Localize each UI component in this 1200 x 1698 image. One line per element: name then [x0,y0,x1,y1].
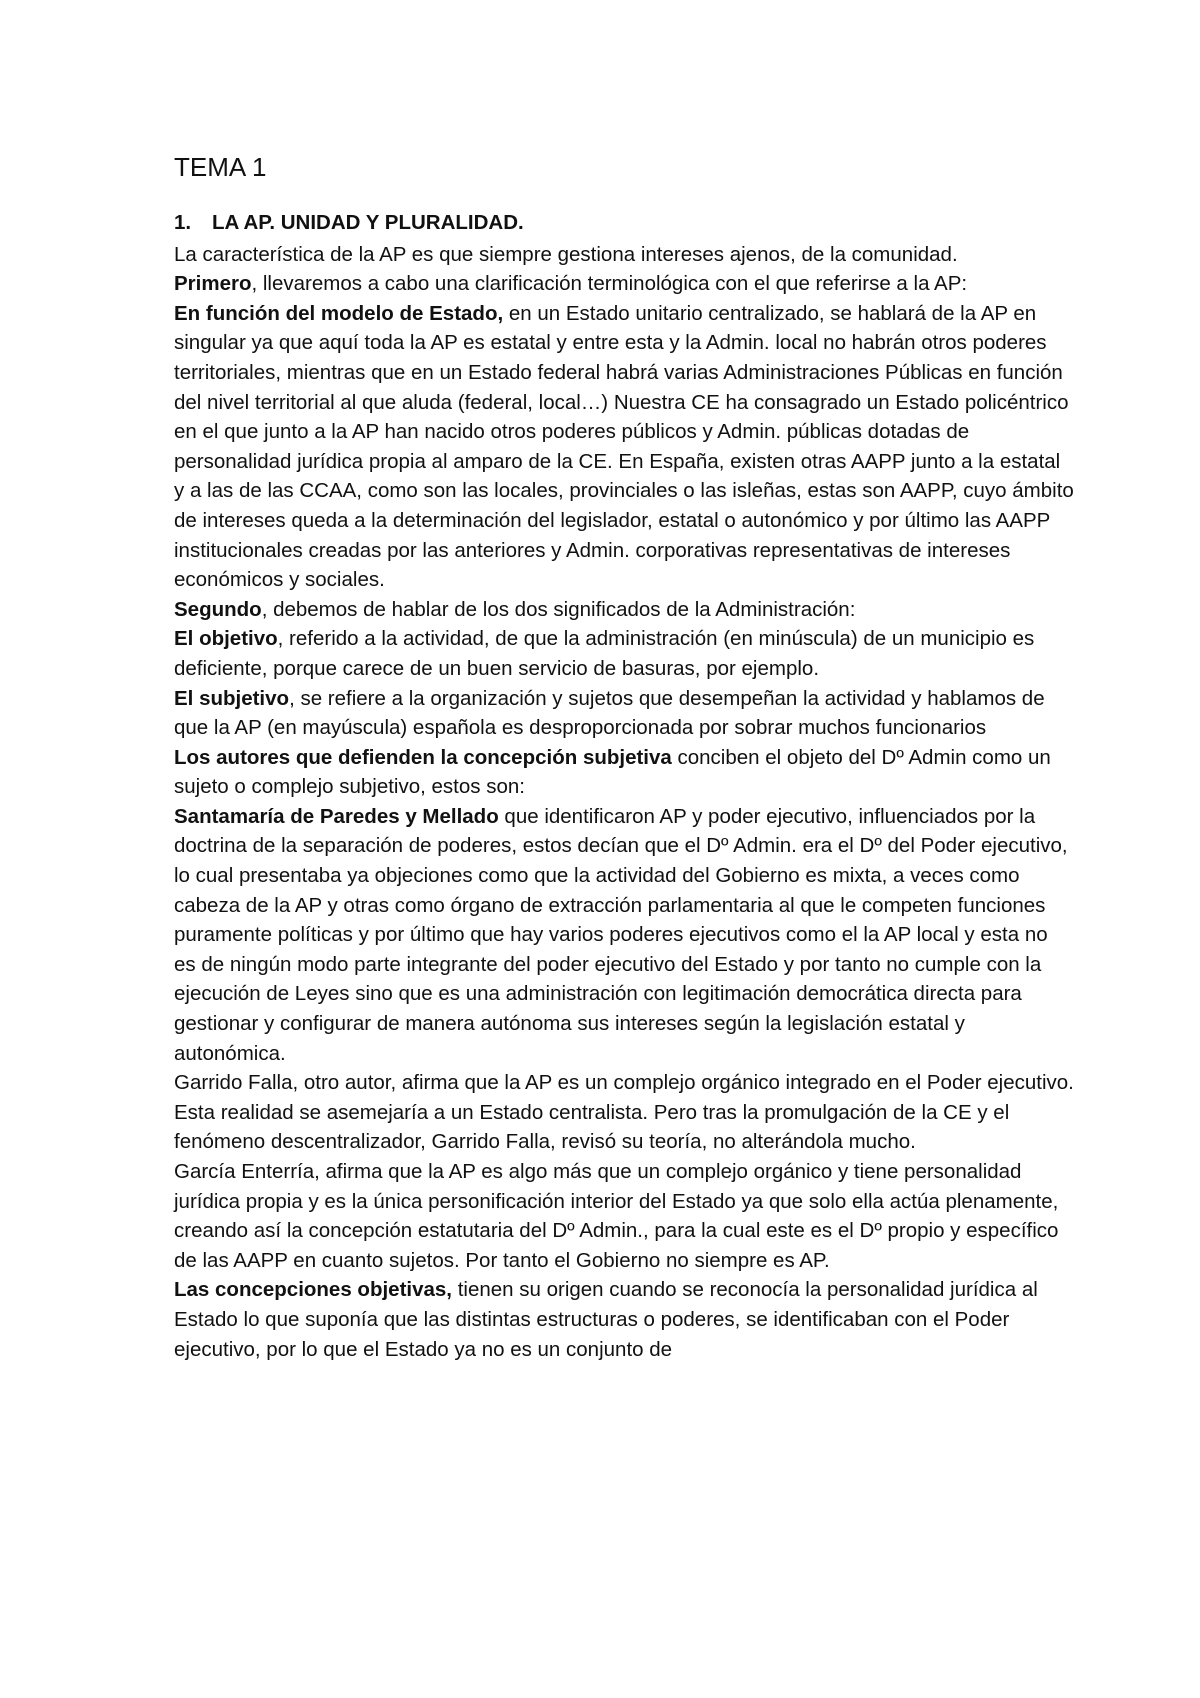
paragraph-text: , referido a la actividad, de que la administración (en minúscula) de un municipio es deficiente, porque carece de un buen servicio de basuras, por ejemplo. [174,627,1035,680]
paragraph-lead: Las concepciones objetivas, [174,1278,452,1302]
paragraph [174,1068,1074,1157]
paragraph [174,269,1074,299]
paragraph [174,1157,1074,1275]
document-body [174,150,1074,1364]
paragraph-text: en un Estado unitario centralizado, se hablará de la AP en singular ya que aquí toda la AP es estatal y entre esta y la Admin. local no habrán otros poderes territoriales, mientras que en un Estado federal habrá varias Administraciones Públicas en función del nivel territorial al que aluda (federal, local…) Nuestra CE ha consagrado un Estado policéntrico en el que junto a la AP han nacido otros poderes públicos y Admin. públicas dotadas de personalidad jurídica propia al amparo de la CE. En España, existen otras AAPP junto a la estatal y a las de las CCAA, como son las locales, provinciales o las isleñas, estas son AAPP, cuyo ámbito de intereses queda a la determinación del legislador, estatal o autonómico y por último las AAPP institucionales creadas por las anteriores y Admin. corporativas representativas de intereses económicos y sociales. [174,301,1074,592]
paragraph [174,802,1074,1068]
paragraph-lead: Los autores que defienden la concepción subjetiva [174,745,672,769]
paragraph-text: conciben el objeto del Dº Admin como un sujeto o complejo subjetivo, estos son: [174,745,1051,799]
paragraph-text: , debemos de hablar de los dos significados de la Administración: [261,597,856,621]
paragraph-lead: Primero [174,272,252,296]
paragraph [174,684,1074,743]
paragraph-text: tienen su origen cuando se reconocía la personalidad jurídica al Estado lo que suponía que las distintas estructuras o poderes, se identificaban con el Poder ejecutivo, por lo que el Estado ya no es un conjunto de [174,1278,1038,1361]
paragraph-text: La característica de la AP es que siempre gestiona intereses ajenos, de la comunidad. [174,242,958,266]
document-title: TEMA 1 [174,152,267,182]
paragraph [174,624,1074,683]
paragraph-text: García Enterría, afirma que la AP es algo más que un complejo orgánico y tiene personalidad jurídica propia y es la única personificación interior del Estado ya que solo ella actúa plenamente, creando así la concepción estatutaria del Dº Admin., para la cual este es el Dº propio y específico de las AAPP en cuanto sujetos. Por tanto el Gobierno no siempre es AP. [174,1160,1059,1272]
section-number: 1. [174,211,192,234]
paragraph-lead: El objetivo [174,627,278,651]
paragraph-lead: Santamaría de Paredes y Mellado [174,804,499,828]
paragraph [174,299,1074,595]
paragraph-lead: El subjetivo [174,686,290,710]
paragraph-text: , llevaremos a cabo una clarificación terminológica con el que referirse a la AP: [251,272,968,296]
section-heading [174,208,1074,238]
paragraph-lead: En función del modelo de Estado, [174,301,504,325]
paragraph [174,743,1074,802]
paragraph-text: que identificaron AP y poder ejecutivo, influenciados por la doctrina de la separación de poderes, estos decían que el Dº Admin. era el Dº del Poder ejecutivo, lo cual presentaba ya objeciones como que la actividad del Gobierno es mixta, a veces como cabeza de la AP y otras como órgano de extracción parlamentaria al que le competen funciones puramente políticas y por último que hay varios poderes ejecutivos como el la AP local y esta no es de ningún modo parte integrante del poder ejecutivo del Estado y por tanto no cumple con la ejecución de Leyes sino que es una administración con legitimación democrática directa para gestionar y configurar de manera autónoma sus intereses según la legislación estatal y autonómica. [174,804,1068,1065]
paragraph [174,595,1074,625]
paragraph-text: , se refiere a la organización y sujetos que desempeñan la actividad y hablamos de que la AP (en mayúscula) española es desproporcionada por sobrar muchos funcionarios [174,686,1045,740]
paragraph-text: Garrido Falla, otro autor, afirma que la AP es un complejo orgánico integrado en el Poder ejecutivo. Esta realidad se asemejaría a un Estado centralista. Pero tras la promulgación de la CE y el fenómeno descentralizador, Garrido Falla, revisó su teoría, no alterándola mucho. [174,1071,1074,1154]
paragraph [174,1275,1074,1364]
paragraph-lead: Segundo [174,597,262,621]
section-title: LA AP. UNIDAD Y PLURALIDAD. [212,211,524,234]
paragraph [174,240,1074,270]
